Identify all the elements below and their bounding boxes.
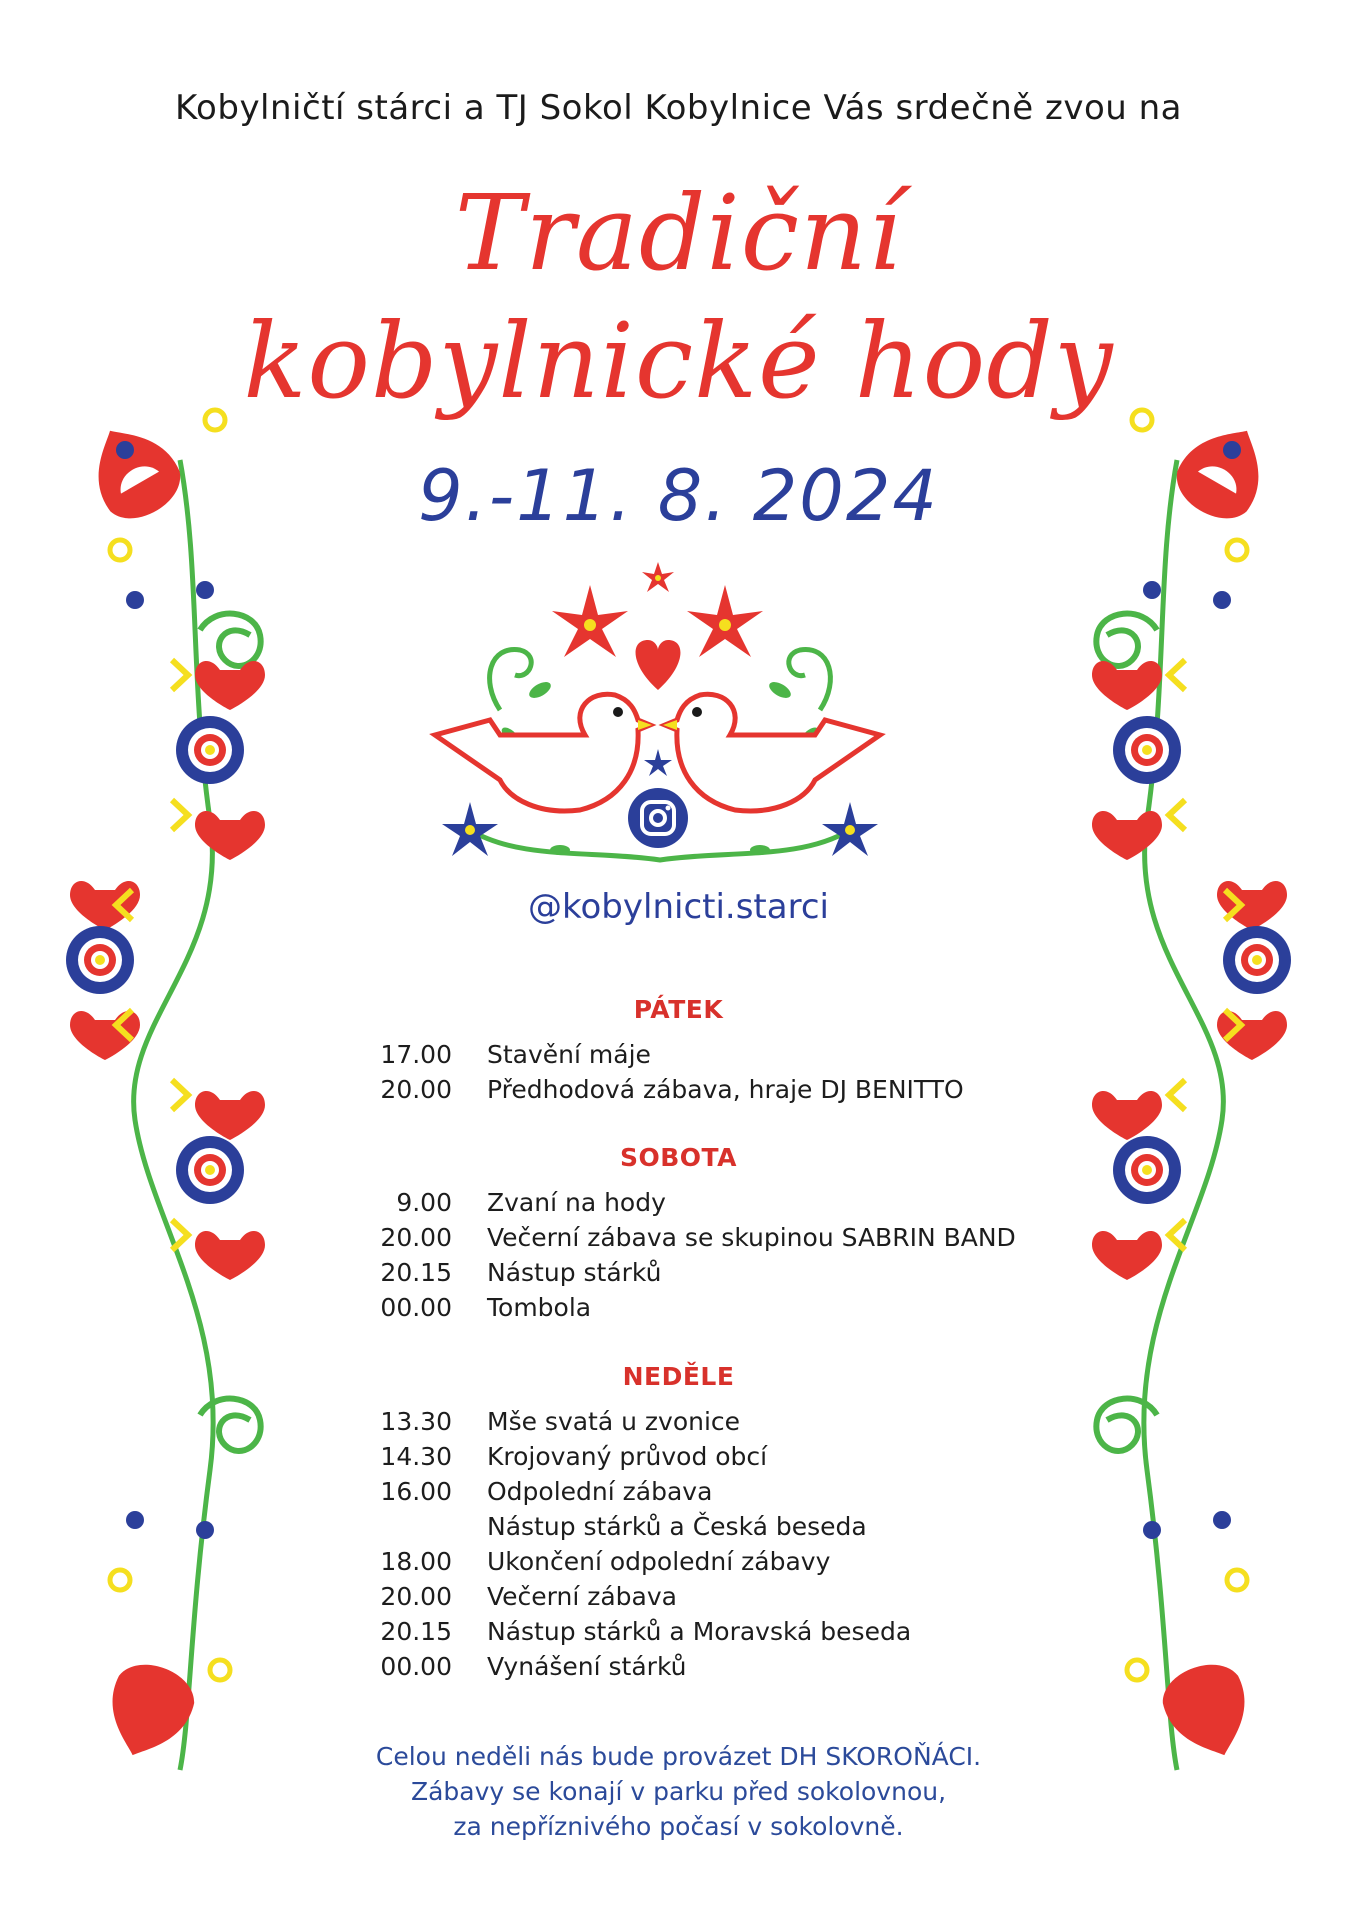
schedule-row (0, 1407, 1357, 1441)
schedule-time: 20.15 (380, 1617, 452, 1646)
schedule-time: 00.00 (380, 1652, 452, 1681)
footer-line-3: za nepříznivého počasí v sokolovně. (453, 1812, 904, 1841)
schedule-event: Večerní zábava se skupinou SABRIN BAND (487, 1223, 1016, 1252)
event-title-line1: Tradiční (454, 172, 903, 294)
schedule-time: 20.15 (380, 1258, 452, 1287)
schedule-row (0, 1258, 1357, 1292)
footer-line-2: Zábavy se konají v parku před sokolovnou, (410, 1777, 947, 1806)
schedule-event: Odpolední zábava (487, 1477, 713, 1506)
birds-folk-motif (430, 560, 930, 890)
instagram-icon (628, 788, 688, 848)
schedule-event: Zvaní na hody (487, 1188, 666, 1217)
schedule-event: Nástup stárků a Česká beseda (487, 1512, 867, 1541)
event-dates: 9.-11. 8. 2024 (418, 455, 939, 537)
day-heading-saturday: SOBOTA (619, 1143, 738, 1172)
schedule-row (0, 1617, 1357, 1651)
schedule-time: 9.00 (396, 1188, 452, 1217)
schedule-row (0, 1442, 1357, 1476)
schedule-row (0, 1582, 1357, 1616)
schedule-row (0, 1652, 1357, 1686)
schedule-time: 00.00 (380, 1293, 452, 1322)
spiral-icon (200, 614, 261, 666)
schedule-event: Mše svatá u zvonice (487, 1407, 741, 1436)
schedule-event: Stavění máje (487, 1040, 651, 1069)
schedule-row (0, 1188, 1357, 1222)
instagram-handle[interactable]: @kobylnicti.starci (528, 887, 829, 927)
schedule-row (0, 1040, 1357, 1074)
schedule-time: 20.00 (380, 1582, 452, 1611)
schedule-event: Předhodová zábava, hraje DJ BENITTO (487, 1075, 964, 1104)
schedule-time: 18.00 (380, 1547, 452, 1576)
schedule-event: Ukončení odpolední zábavy (487, 1547, 831, 1576)
schedule-time: 13.30 (380, 1407, 452, 1436)
schedule-time: 16.00 (380, 1477, 452, 1506)
schedule-time: 20.00 (380, 1223, 452, 1252)
schedule-event: Krojovaný průvod obcí (487, 1442, 768, 1471)
schedule-time: 17.00 (380, 1040, 452, 1069)
schedule-row (0, 1075, 1357, 1109)
event-title-line2: kobylnické hody (243, 300, 1114, 422)
schedule-time: 14.30 (380, 1442, 452, 1471)
schedule-event: Tombola (487, 1293, 592, 1322)
schedule-row (0, 1293, 1357, 1327)
heart-icon (636, 640, 681, 690)
footer-line-1: Celou neděli nás bude provázet DH SKOROŇÁCI. (375, 1742, 982, 1771)
schedule-event: Nástup stárků (487, 1258, 662, 1287)
schedule-row (0, 1477, 1357, 1511)
schedule-event: Vynášení stárků (487, 1652, 687, 1681)
schedule-event: Nástup stárků a Moravská beseda (487, 1617, 912, 1646)
invitation-line: Kobylničtí stárci a TJ Sokol Kobylnice Vás srdečně zvou na (174, 88, 1183, 128)
schedule-row (0, 1512, 1357, 1546)
schedule-time: 20.00 (380, 1075, 452, 1104)
tulip-icon (75, 410, 191, 531)
schedule-event: Večerní zábava (487, 1582, 677, 1611)
day-heading-friday: PÁTEK (633, 995, 724, 1024)
day-heading-sunday: NEDĚLE (622, 1362, 735, 1391)
schedule-row (0, 1547, 1357, 1581)
top-flowers (552, 562, 763, 657)
schedule-row (0, 1223, 1357, 1257)
